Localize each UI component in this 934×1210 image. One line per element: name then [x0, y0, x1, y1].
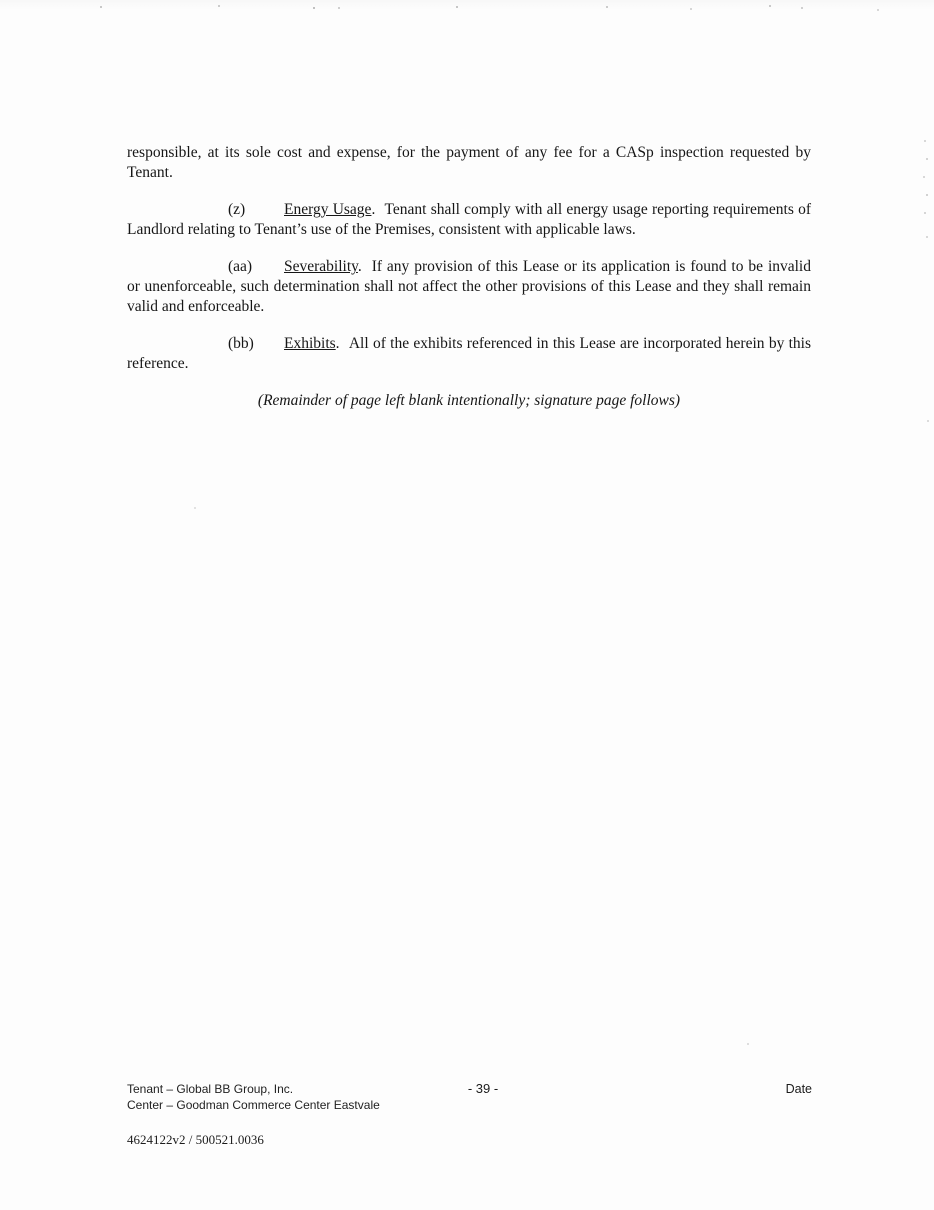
clause-text-severability: If any provision of this Lease or its application is found to be invalid or unenforceable, such determination shall not affect the other provisions of this Lease and they shall remain valid and enforceable.: [127, 258, 811, 315]
clause-heading-exhibits: Exhibits: [284, 335, 336, 353]
clause-energy-usage: [127, 200, 811, 239]
scan-edge-shading: [0, 0, 934, 10]
clause-text-exhibits: All of the exhibits referenced in this Lease are incorporated herein by this reference.: [127, 335, 812, 372]
footer-block: [127, 1082, 380, 1113]
clause-heading-punct: .: [335, 335, 340, 353]
clause-label-aa: (aa): [228, 258, 253, 276]
scan-artifact-specks: [0, 0, 2, 2]
footer-tenant-line: Tenant – Global BB Group, Inc.: [127, 1082, 294, 1096]
clause-label-z: (z): [228, 201, 246, 219]
footer-center-line: Center – Goodman Commerce Center Eastvale: [127, 1097, 380, 1112]
page-number: - 39 -: [467, 1081, 499, 1096]
clause-exhibits: [127, 334, 811, 373]
clause-severability: [127, 257, 811, 316]
clause-heading-punct: .: [357, 258, 362, 276]
clause-label-bb: (bb): [228, 335, 254, 353]
paragraph-continuation: responsible, at its sole cost and expense, for the payment of any fee for a CASp inspection requested by Tenant.: [127, 144, 811, 181]
clause-heading-severability: Severability: [284, 258, 358, 276]
date-label: Date: [785, 1082, 812, 1096]
document-reference-number: 4624122v2 / 500521.0036: [127, 1132, 264, 1147]
clause-heading-energy-usage: Energy Usage: [284, 201, 372, 219]
clause-text-energy-usage: Tenant shall comply with all energy usage reporting requirements of Landlord relating to Tenant’s use of the Premises, consistent with applicable laws.: [127, 201, 812, 238]
remainder-of-page-note: (Remainder of page left blank intentionally; signature page follows): [257, 392, 681, 410]
document-body: [127, 143, 811, 411]
clause-heading-punct: .: [371, 201, 376, 219]
